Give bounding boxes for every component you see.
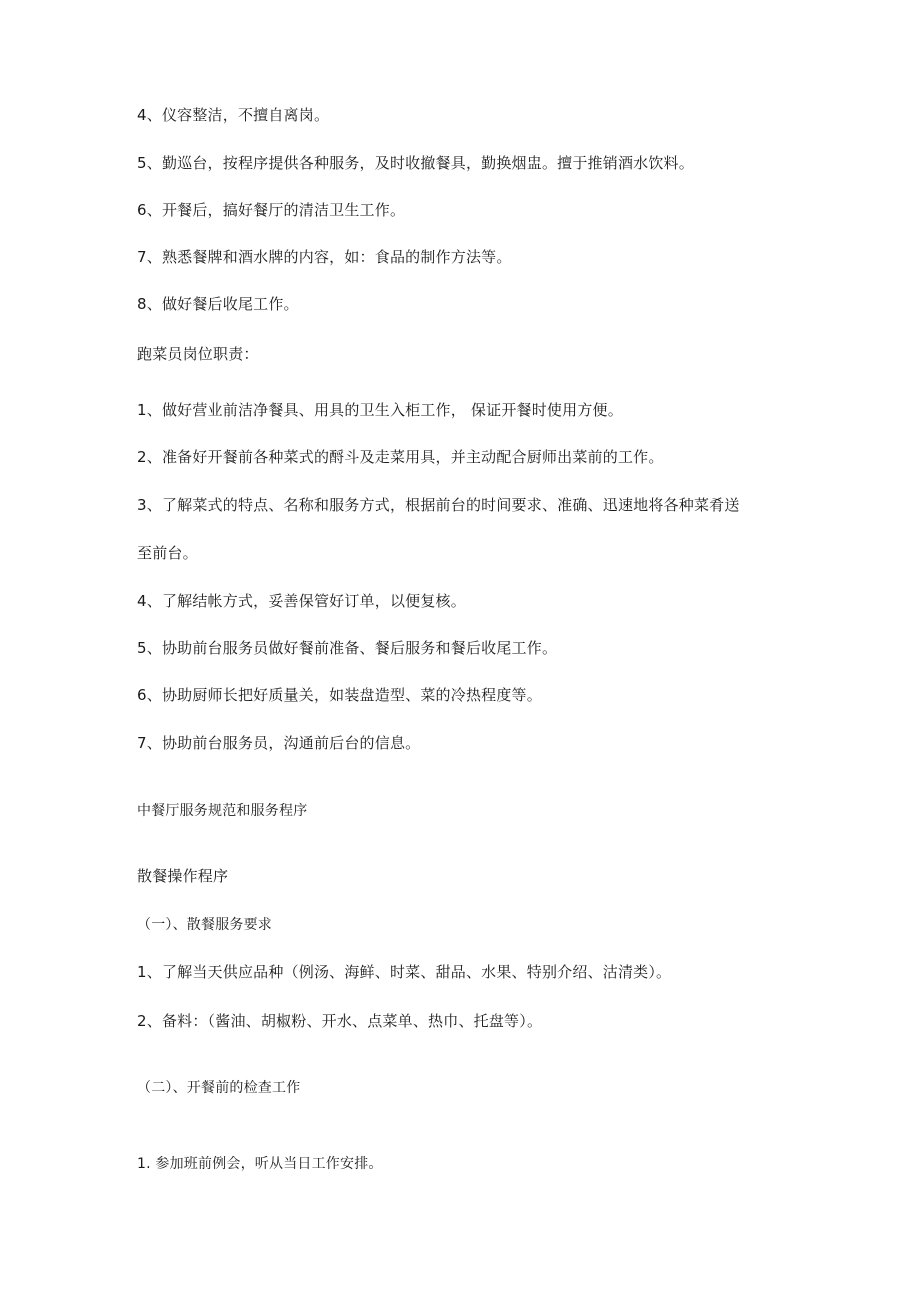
duty-item-6: 6、开餐后，搞好餐厅的清洁卫生工作。 [137,201,406,219]
runner-item-7: 7、协助前台服务员，沟通前后台的信息。 [137,734,421,752]
runner-item-6: 6、协助厨师长把好质量关，如装盘造型、菜的冷热程度等。 [137,686,542,704]
section-heading-standards: 中餐厅服务规范和服务程序 [137,803,308,819]
check-item-1: 1. 参加班前例会，听从当日工作安排。 [137,1156,383,1172]
section-heading-procedure: 散餐操作程序 [137,867,229,885]
runner-item-1: 1、做好营业前洁净餐具、用具的卫生入柜工作， 保证开餐时使用方便。 [137,401,623,419]
duty-item-4: 4、仪容整洁，不擅自离岗。 [137,106,330,124]
runner-item-3-cont: 至前台。 [137,544,198,562]
subsection-heading-2: （二）、开餐前的检查工作 [137,1080,301,1096]
requirement-item-1: 1、了解当天供应品种（例汤、海鲜、时菜、甜品、水果、特别介绍、沽清类）。 [137,963,672,981]
duty-item-5: 5、勤巡台，按程序提供各种服务，及时收撤餐具，勤换烟盅。擅于推销酒水饮料。 [137,154,694,172]
runner-item-3: 3、了解菜式的特点、名称和服务方式，根据前台的时间要求、准确、迅速地将各种菜肴送 [137,496,740,514]
runner-item-2: 2、准备好开餐前各种菜式的酹斗及走菜用具，并主动配合厨师出菜前的工作。 [137,448,664,466]
subsection-heading-1: （一）、散餐服务要求 [137,917,272,933]
duty-item-8: 8、做好餐后收尾工作。 [137,295,299,313]
requirement-item-2: 2、备料：（酱油、胡椒粉、开水、点菜单、热巾、托盘等）。 [137,1012,543,1030]
section-heading-runner: 跑菜员岗位职责： [137,345,259,363]
runner-item-4: 4、了解结帐方式，妥善保管好订单，以便复核。 [137,592,466,610]
runner-item-5: 5、协助前台服务员做好餐前准备、餐后服务和餐后收尾工作。 [137,639,558,657]
duty-item-7: 7、熟悉餐牌和酒水牌的内容，如：食品的制作方法等。 [137,248,512,266]
